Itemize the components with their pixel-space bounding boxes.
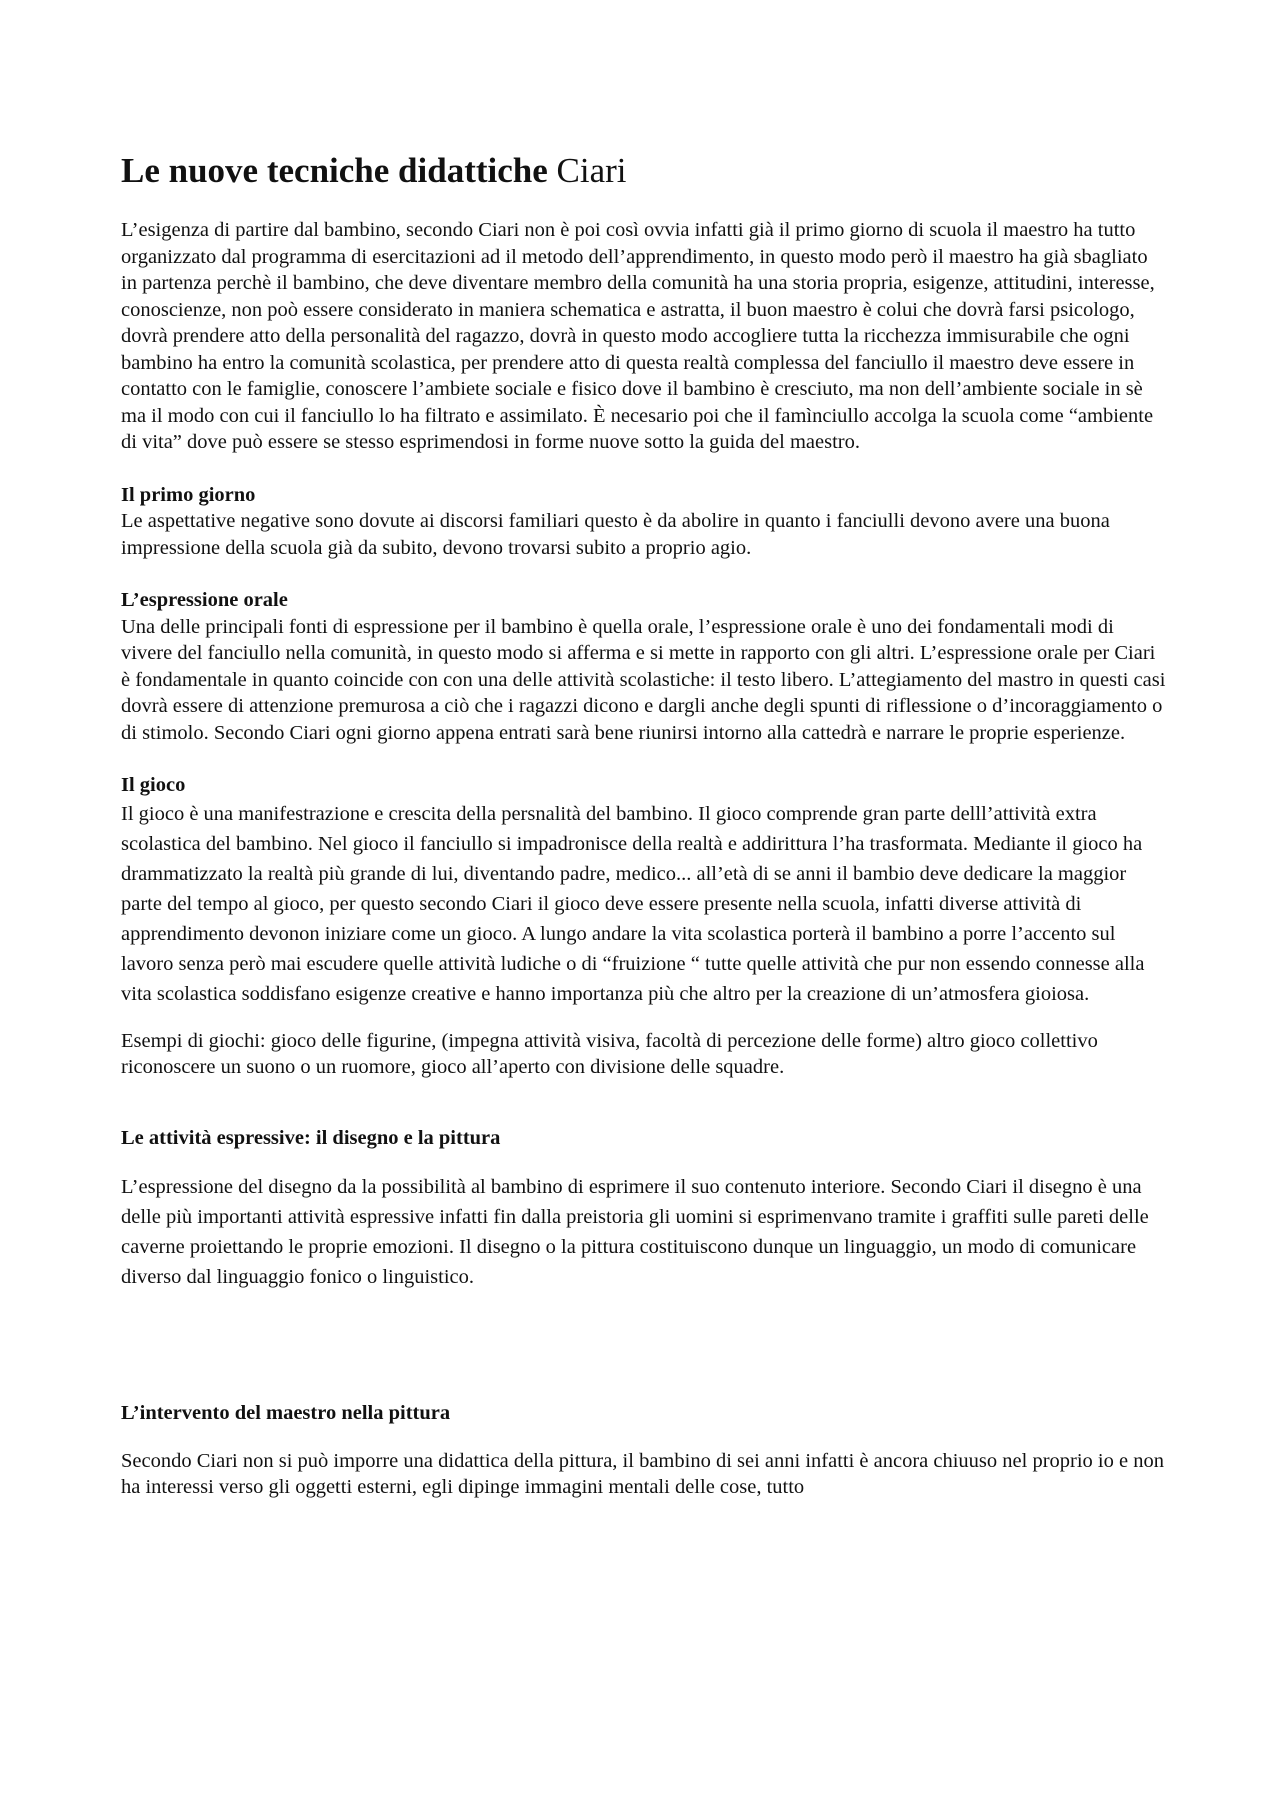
- section-paragraph: Il gioco è una manifestrazione e crescita della persnalità del bambino. Il gioco comprende gran parte delll’attività extra scolastica del bambino. Nel gioco il fanciullo si impadronisce della realtà e addirittura l’ha trasformata. Mediante il gioco ha drammatizzato la realtà più grande di lui, diventando padre, medico... all’età di se anni il bambio deve dedicare la maggior parte del tempo al gioco, per questo secondo Ciari il gioco deve essere presente nella scuola, infatti diverse attività di apprendimento devonon iniziare come un gioco. A lungo andare la vita scolastica porterà il bambino a porre l’accento sul lavoro senza però mai escudere quelle attività ludiche o di “fruizione “ tutte quelle attività che pur non essendo connesse alla vita scolastica soddisfano esigenze creative e hanno importanza più che altro per la creazione di un’atmosfera gioiosa.: [121, 802, 1145, 1005]
- section-heading: Il primo giorno: [121, 483, 256, 506]
- document-title-author: Ciari: [547, 151, 627, 190]
- document-title: [121, 150, 1166, 192]
- section-heading: L’espressione orale: [121, 589, 288, 611]
- section-heading: Il gioco: [121, 774, 186, 796]
- section-paragraph: Secondo Ciari non si può imporre una didattica della pittura, il bambino di sei anni infatti è ancora chiuuso nel proprio io e non ha interessi verso gli oggetti esterni, egli dipinge immagini mentali delle cose, tutto: [121, 1449, 1164, 1498]
- section-espressione-orale: [121, 587, 1166, 746]
- section-paragraph: Le aspettative negative sono dovute ai discorsi familiari questo è da abolire in quanto i fanciulli devono avere una buona impressione della scuola già da subito, devono trovarsi subito a proprio agio.: [121, 510, 1110, 559]
- section-body: [121, 1172, 1166, 1292]
- section-attivita-espressive: [121, 1125, 1166, 1293]
- section-primo-giorno: [121, 482, 1166, 562]
- intro-section: [121, 217, 1166, 456]
- section-heading: Le attività espressive: il disegno e la pittura: [121, 1126, 501, 1149]
- section-paragraph: Una delle principali fonti di espressione per il bambino è quella orale, l’espressione orale è uno dei fondamentali modi di vivere del fanciullo nella comunità, in questo modo si afferma e si mette in rapporto con gli altri. L’espressione orale per Ciari è fondamentale in quanto coincide con con una delle attività scolastiche: il testo libero. L’attegiamento del mastro in questi casi dovrà essere di attenzione premurosa a ciò che i ragazzi dicono e dargli anche degli spunti di riflessione o d’incoraggiamento o di stimolo. Secondo Ciari ogni giorno appena entrati sarà bene riunirsi intorno alla cattedrà e narrare le proprie esperienze.: [121, 615, 1166, 744]
- section-body: [121, 799, 1166, 1009]
- section-paragraph: L’espressione del disegno da la possibilità al bambino di esprimere il suo contenuto interiore. Secondo Ciari il disegno è una delle più importanti attività espressive infatti fin dalla preistoria gli uomini si esprimenvano tramite i graffiti sulle pareti delle caverne proiettando le proprie emozioni. Il disegno o la pittura costituiscono dunque un linguaggio, un modo di comunicare diverso dal linguaggio fonico o linguistico.: [121, 1176, 1149, 1288]
- intro-paragraph: L’esigenza di partire dal bambino, secondo Ciari non è poi così ovvia infatti già il primo giorno di scuola il maestro ha tutto organizzato dal programma di esercitazioni ad il metodo dell’apprendimento, in questo modo però il maestro ha già sbagliato in partenza perchè il bambino, che deve diventare membro della comunità ha una storia propria, esigenze, attitudini, interesse, conoscienze, non poò essere considerato in maniera schematica e astratta, il buon maestro è colui che dovrà farsi psicologo, dovrà prendere atto della personalità del ragazzo, dovrà in questo modo accogliere tutta la ricchezza immisurabile che ogni bambino ha entro la comunità scolastica, per prendere atto di questa realtà complessa del fanciullo il maestro deve essere in contatto con le famiglie, conoscere l’ambiete sociale e fisico dove il bambino è cresciuto, ma non dell’ambiente sociale in sè ma il modo con cui il fanciullo lo ha filtrato e assimilato. È necesario poi che il famìnciullo accolga la scuola come “ambiente di vita” dove può essere se stesso esprimendosi in forme nuove sotto la guida del maestro.: [121, 219, 1155, 453]
- section-paragraph: Esempi di giochi: gioco delle figurine, (impegna attività visiva, facoltà di percezione delle forme) altro gioco collettivo riconoscere un suono o un ruomore, gioco all’aperto con divisione delle squadre.: [121, 1029, 1098, 1078]
- document-page: [121, 150, 1166, 1501]
- section-heading: L’intervento del maestro nella pittura: [121, 1402, 451, 1424]
- section-intervento-maestro: [121, 1400, 1166, 1501]
- section-gioco: [121, 772, 1166, 1081]
- document-title-main: Le nuove tecniche didattiche: [121, 151, 548, 190]
